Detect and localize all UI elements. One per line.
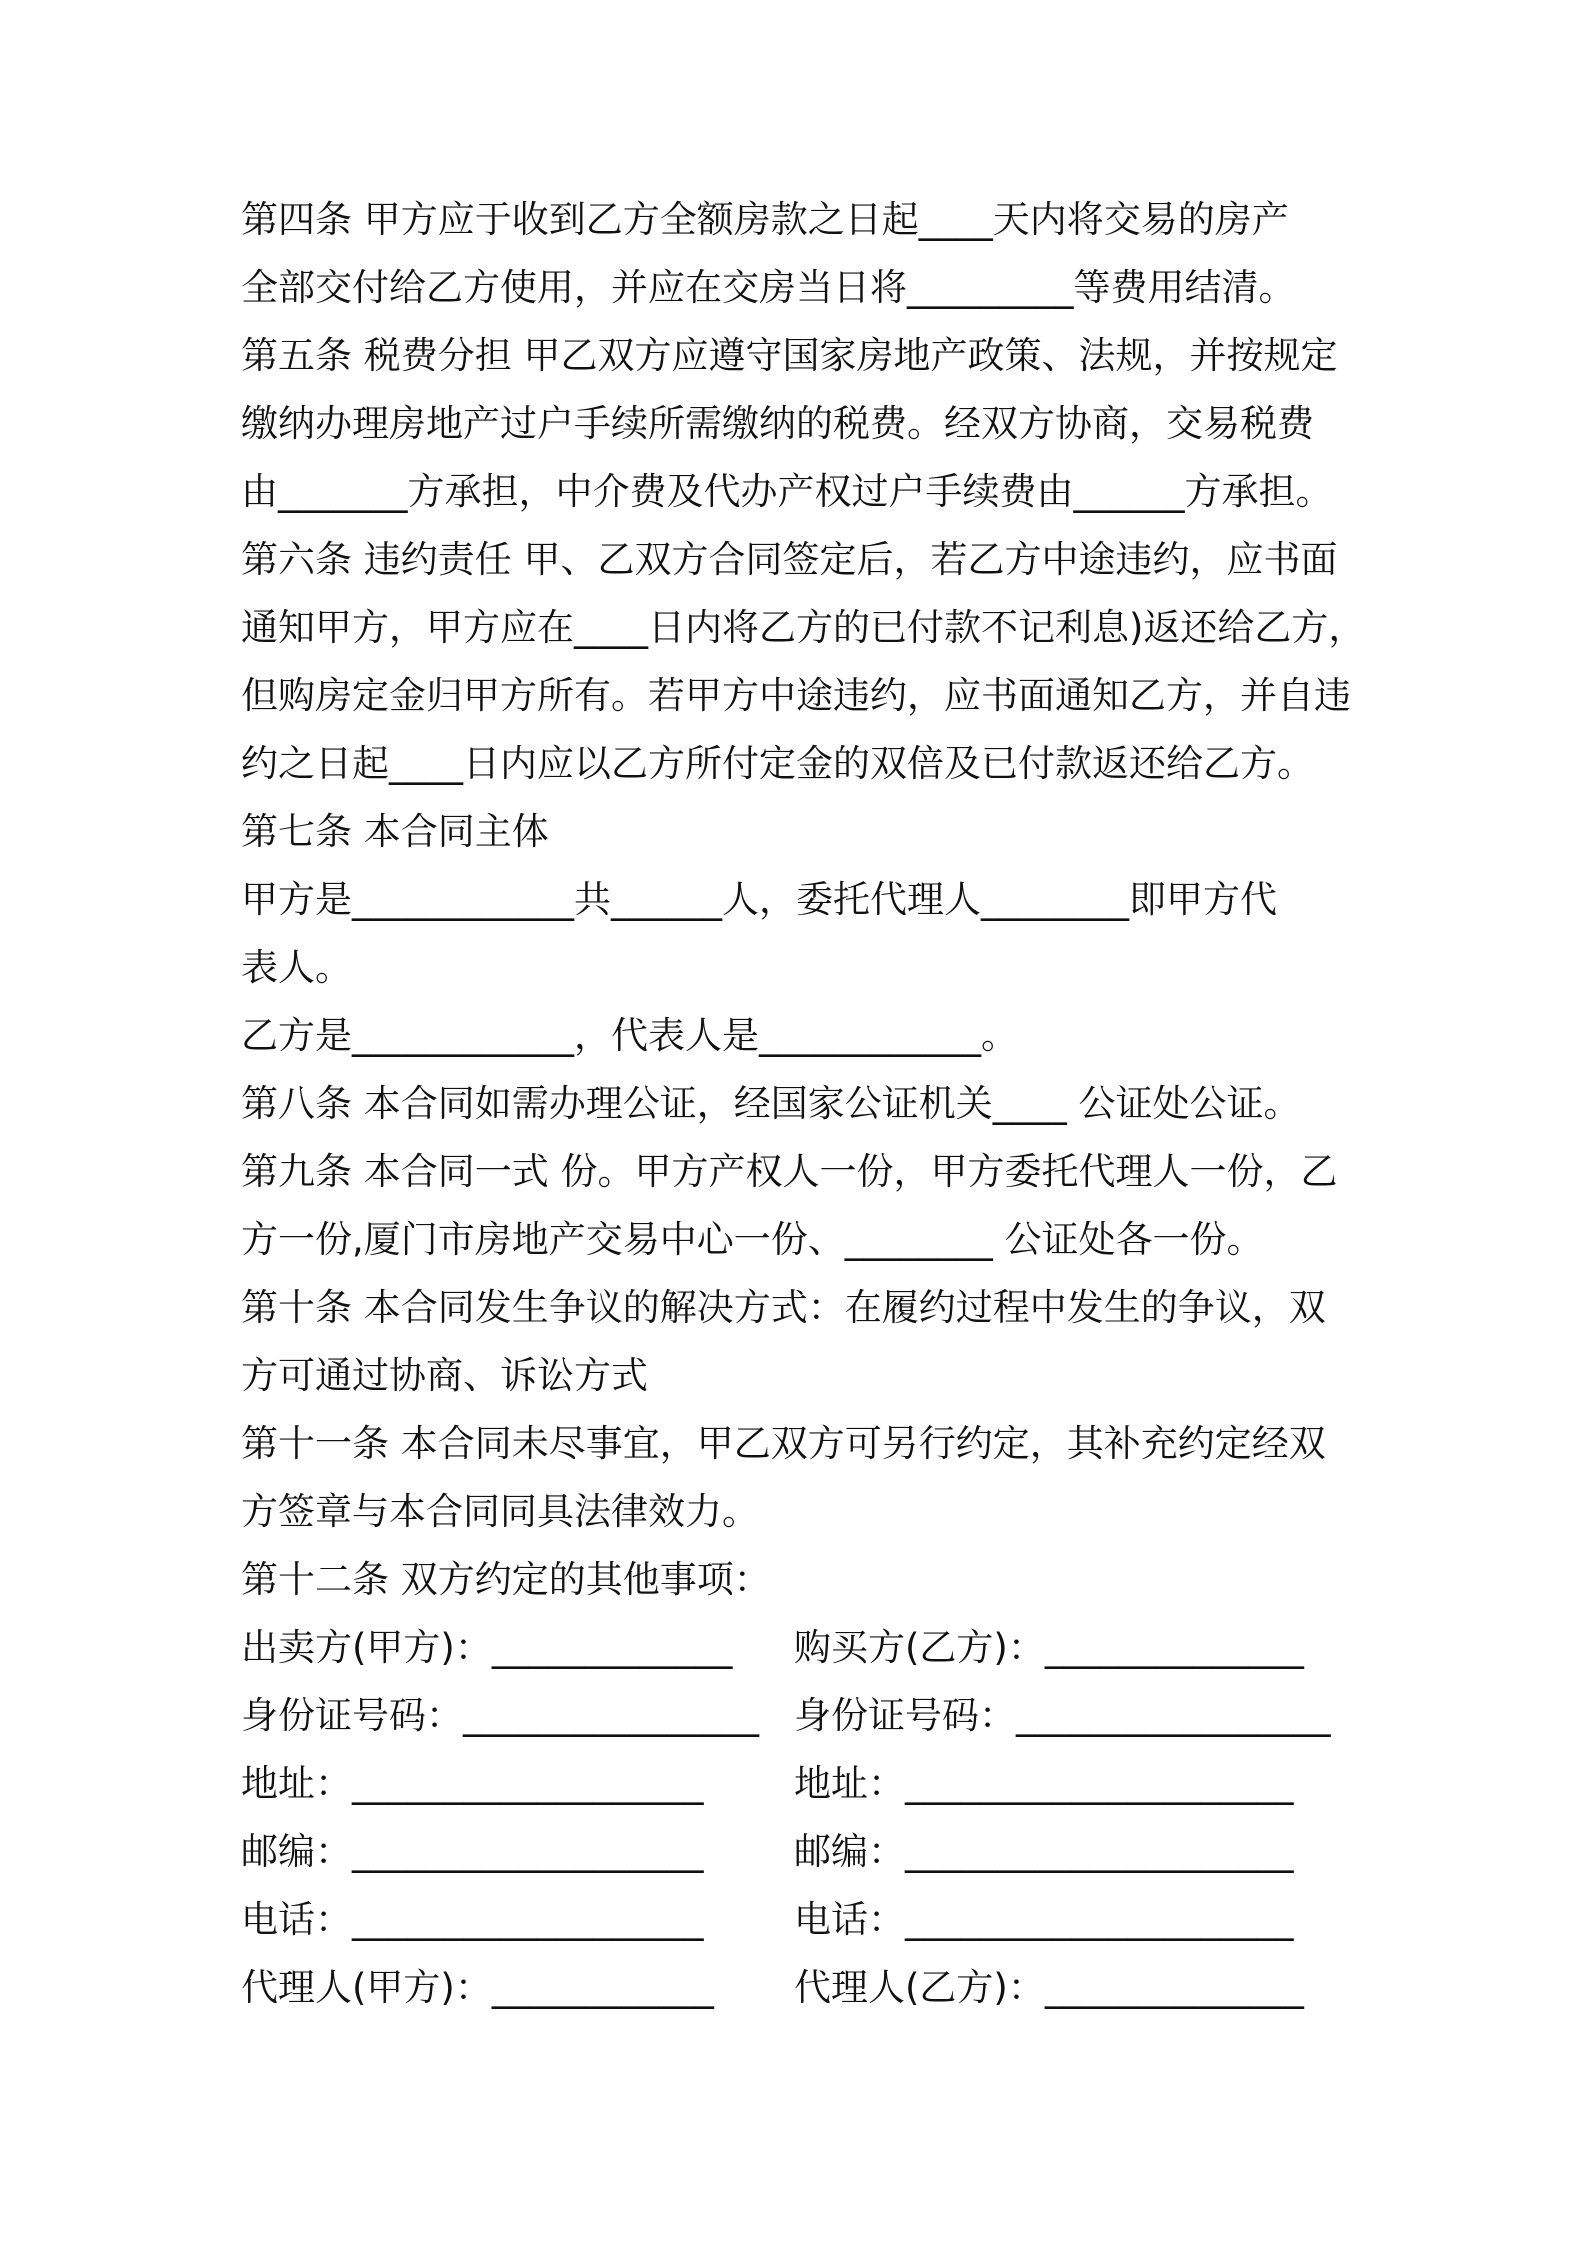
seller-address-field: 地址：___________________ [241,1762,704,1805]
article-line: 第八条 本合同如需办理公证，经国家公证机关____ 公证处公证。 [241,1082,1301,1125]
seller-field: 出卖方(甲方)：_____________ [241,1626,733,1669]
article-line: 全部交付给乙方使用，并应在交房当日将_________等费用结清。 [241,266,1296,309]
article-line: 方签章与本合同同具法律效力。 [241,1490,759,1533]
article-12 [241,1546,1371,1614]
seller-postcode-field: 邮编：___________________ [241,1830,704,1873]
article-line: 第十条 本合同发生争议的解决方式：在履约过程中发生的争议，双 [241,1286,1326,1329]
article-line: 第五条 税费分担 甲乙双方应遵守国家房地产政策、法规，并按规定 [241,334,1338,377]
buyer-postcode-field: 邮编：_____________________ [794,1830,1294,1873]
signature-row-phone [241,1886,1371,1954]
seller-id-field: 身份证号码：________________ [241,1694,759,1737]
article-5 [241,322,1371,526]
article-8 [241,1070,1371,1138]
signature-block [241,1614,1371,2022]
buyer-agent-field: 代理人(乙方)：______________ [794,1966,1304,2009]
article-line: 乙方是____________，代表人是____________。 [241,1014,1018,1057]
article-line: 第四条 甲方应于收到乙方全额房款之日起____天内将交易的房产 [241,198,1289,241]
signature-row-seller-buyer [241,1614,1371,1682]
buyer-address-field: 地址：_____________________ [794,1762,1294,1805]
article-line: 约之日起____日内应以乙方所付定金的双倍及已付款返还给乙方。 [241,742,1314,785]
article-line: 第九条 本合同一式 份。甲方产权人一份，甲方委托代理人一份，乙 [241,1150,1338,1193]
article-4 [241,186,1371,322]
article-11 [241,1410,1371,1546]
signature-row-postcode [241,1818,1371,1886]
article-line: 通知甲方，甲方应在____日内将乙方的已付款不记利息)返还给乙方， [241,606,1366,649]
article-line: 方可通过协商、诉讼方式 [241,1354,648,1397]
article-line: 第十一条 本合同未尽事宜，甲乙双方可另行约定，其补充约定经双 [241,1422,1326,1465]
article-line: 第七条 本合同主体 [241,810,549,853]
signature-row-id-number [241,1682,1371,1750]
buyer-field: 购买方(乙方)：______________ [794,1626,1304,1669]
article-6 [241,526,1371,798]
article-9 [241,1138,1371,1274]
contract-body [241,186,1371,2022]
article-line: 缴纳办理房地产过户手续所需缴纳的税费。经双方协商，交易税费 [241,402,1314,445]
seller-agent-field: 代理人(甲方)：____________ [241,1966,714,2009]
article-line: 甲方是____________共______人，委托代理人________即甲方代 [241,878,1277,921]
article-line: 第六条 违约责任 甲、乙双方合同签定后，若乙方中途违约，应书面 [241,538,1338,581]
article-line: 但购房定金归甲方所有。若甲方中途违约，应书面通知乙方，并自违 [241,674,1351,717]
buyer-phone-field: 电话：_____________________ [794,1898,1294,1941]
article-line: 第十二条 双方约定的其他事项： [241,1558,771,1601]
article-10 [241,1274,1371,1410]
article-7 [241,798,1371,1070]
article-line: 表人。 [241,946,352,989]
signature-row-agent [241,1954,1371,2022]
buyer-id-field: 身份证号码：_________________ [794,1694,1331,1737]
seller-phone-field: 电话：___________________ [241,1898,704,1941]
article-line: 由_______方承担，中介费及代办产权过户手续费由______方承担。 [241,470,1333,513]
signature-row-address [241,1750,1371,1818]
article-line: 方一份,厦门市房地产交易中心一份、________ 公证处各一份。 [241,1218,1264,1261]
